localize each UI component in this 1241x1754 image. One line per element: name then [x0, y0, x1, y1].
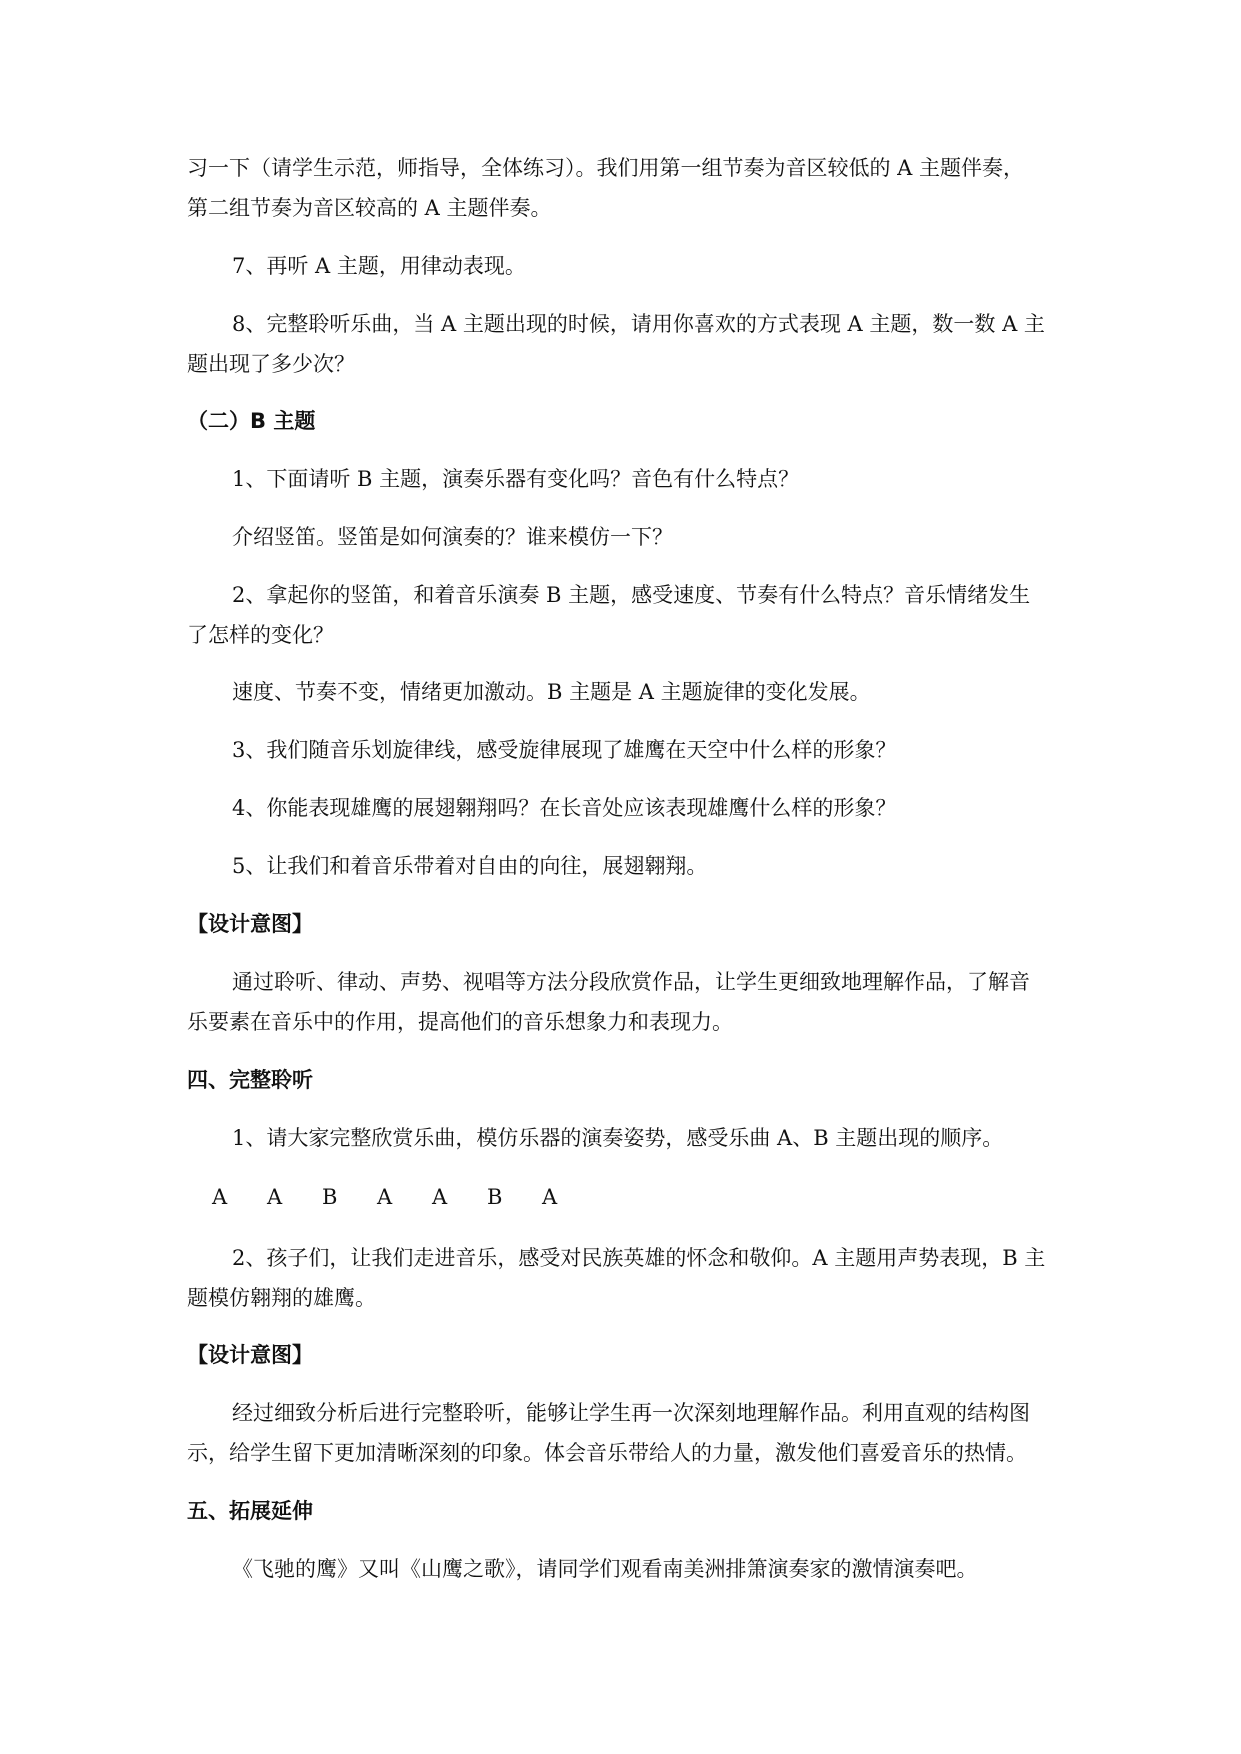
- paragraph-line: 3、我们随音乐划旋律线，感受旋律展现了雄鹰在天空中什么样的形象？: [232, 738, 897, 762]
- paragraph-line: 《飞驰的鹰》又叫《山鹰之歌》，请同学们观看南美洲排箫演奏家的激情演奏吧。: [232, 1557, 978, 1581]
- paragraph-line: 速度、节奏不变，情绪更加激动。B 主题是 A 主题旋律的变化发展。: [232, 680, 871, 704]
- design-intent-heading: 【设计意图】: [187, 912, 313, 936]
- paragraph-line: 习一下（请学生示范，师指导，全体练习）。我们用第一组节奏为音区较低的 A 主题伴奏，: [187, 156, 1025, 180]
- paragraph-line: 2、孩子们，让我们走进音乐，感受对民族英雄的怀念和敬仰。A 主题用声势表现，B 主: [232, 1246, 1046, 1270]
- paragraph-line: 了怎样的变化？: [187, 623, 334, 647]
- paragraph-line: 5、让我们和着音乐带着对自由的向往，展翅翱翔。: [232, 854, 708, 878]
- paragraph-line: 2、拿起你的竖笛，和着音乐演奏 B 主题，感受速度、节奏有什么特点？音乐情绪发生: [232, 583, 1031, 607]
- paragraph-line: 8、完整聆听乐曲，当 A 主题出现的时候，请用你喜欢的方式表现 A 主题，数一数 A 主: [232, 312, 1045, 336]
- section-heading: （二）B 主题: [187, 409, 316, 433]
- paragraph-line: 通过聆听、律动、声势、视唱等方法分段欣赏作品，让学生更细致地理解作品，了解音: [232, 970, 1030, 994]
- sequence-item: A: [542, 1185, 558, 1209]
- paragraph-line: 1、下面请听 B 主题，演奏乐器有变化吗？音色有什么特点？: [232, 467, 800, 491]
- paragraph-line: 示，给学生留下更加清晰深刻的印象。体会音乐带给人的力量，激发他们喜爱音乐的热情。: [187, 1441, 1027, 1465]
- paragraph-line: 4、你能表现雄鹰的展翅翱翔吗？在长音处应该表现雄鹰什么样的形象？: [232, 796, 897, 820]
- paragraph-line: 7、再听 A 主题，用律动表现。: [232, 254, 526, 278]
- design-intent-heading: 【设计意图】: [187, 1343, 313, 1367]
- paragraph-line: 乐要素在音乐中的作用，提高他们的音乐想象力和表现力。: [187, 1010, 733, 1034]
- sequence-item: B: [487, 1185, 503, 1209]
- sequence-item: A: [267, 1185, 283, 1209]
- sequence-item: A: [432, 1185, 448, 1209]
- section-heading: 五、拓展延伸: [187, 1499, 313, 1523]
- paragraph-line: 介绍竖笛。竖笛是如何演奏的？谁来模仿一下？: [232, 525, 673, 549]
- section-heading: 四、完整聆听: [187, 1068, 313, 1092]
- paragraph-line: 第二组节奏为音区较高的 A 主题伴奏。: [187, 196, 552, 220]
- sequence-item: A: [377, 1185, 393, 1209]
- paragraph-line: 题模仿翱翔的雄鹰。: [187, 1286, 376, 1310]
- paragraph-line: 1、请大家完整欣赏乐曲，模仿乐器的演奏姿势，感受乐曲 A、B 主题出现的顺序。: [232, 1126, 1004, 1150]
- sequence-item: B: [322, 1185, 338, 1209]
- paragraph-line: 题出现了多少次？: [187, 352, 355, 376]
- paragraph-line: 经过细致分析后进行完整聆听，能够让学生再一次深刻地理解作品。利用直观的结构图: [232, 1401, 1030, 1425]
- sequence-item: A: [212, 1185, 228, 1209]
